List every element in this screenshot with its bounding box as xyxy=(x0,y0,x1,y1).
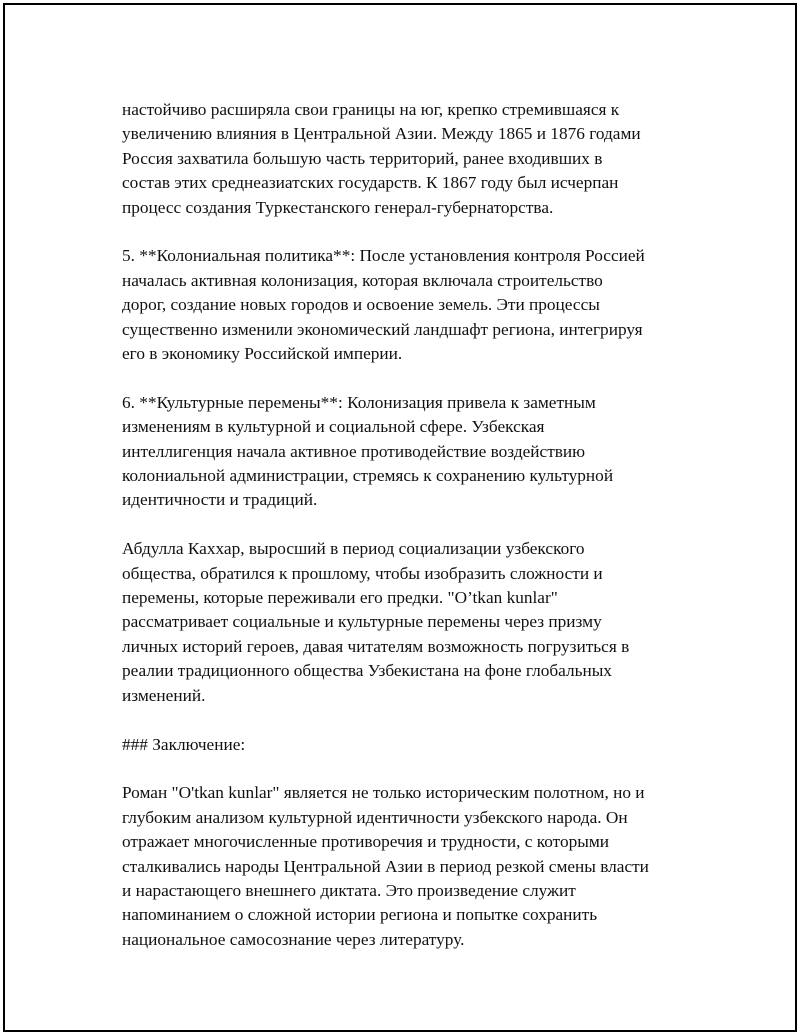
text-line: Россия захватила большую часть территорий, ранее входивших в xyxy=(122,148,603,168)
document-body xyxy=(122,98,722,977)
paragraph xyxy=(122,781,722,952)
text-line: рассматривает социальные и культурные перемены через призму xyxy=(122,612,602,632)
text-line: его в экономику Российской империи. xyxy=(122,344,403,364)
text-line: идентичности и традиций. xyxy=(122,490,318,510)
text-line: Абдулла Каххар, выросший в период социализации узбекского xyxy=(122,539,585,559)
text-line: 6. **Культурные перемены**: Колонизация привела к заметным xyxy=(122,392,596,412)
text-line: дорог, создание новых городов и освоение земель. Эти процессы xyxy=(122,295,600,315)
text-line: перемены, которые переживали его предки. "O’tkan kunlar" xyxy=(122,588,558,608)
text-line: и нарастающего внешнего диктата. Это произведение служит xyxy=(122,880,576,900)
paragraph xyxy=(122,733,722,757)
text-line: отражает многочисленные противоречия и трудности, с которыми xyxy=(122,832,610,852)
text-line: реалии традиционного общества Узбекистана на фоне глобальных xyxy=(122,661,612,681)
text-line: глубоким анализом культурной идентичности узбекского народа. Он xyxy=(122,807,628,827)
text-line: ### Заключение: xyxy=(122,734,246,754)
text-line: колониальной администрации, стремясь к сохранению культурной xyxy=(122,466,614,486)
page-frame xyxy=(3,3,797,1032)
text-line: 5. **Колониальная политика**: После установления контроля Россией xyxy=(122,246,645,266)
text-line: сталкивались народы Центральной Азии в период резкой смены власти xyxy=(122,856,649,876)
text-line: увеличению влияния в Центральной Азии. Между 1865 и 1876 годами xyxy=(122,124,641,144)
text-line: Роман "O'tkan kunlar" является не только историческим полотном, но и xyxy=(122,783,645,803)
text-line: состав этих среднеазиатских государств. К 1867 году был исчерпан xyxy=(122,173,619,193)
text-line: национальное самосознание через литературу. xyxy=(122,929,465,949)
text-line: изменений. xyxy=(122,685,206,705)
text-line: настойчиво расширяла свои границы на юг, крепко стремившаяся к xyxy=(122,100,620,119)
text-line: изменениям в культурной и социальной сфере. Узбекская xyxy=(122,417,545,437)
text-line: процесс создания Туркестанского генерал-губернаторства. xyxy=(122,197,554,217)
text-line: общества, обратился к прошлому, чтобы изобразить сложности и xyxy=(122,563,603,583)
text-line: существенно изменили экономический ландшафт региона, интегрируя xyxy=(122,319,643,339)
paragraph xyxy=(122,391,722,513)
text-line: напоминанием о сложной истории региона и попытке сохранить xyxy=(122,905,598,925)
paragraph xyxy=(122,537,722,708)
text-line: личных историй героев, давая читателям возможность погрузиться в xyxy=(122,636,630,656)
paragraph xyxy=(122,244,722,366)
text-line: началась активная колонизация, которая включала строительство xyxy=(122,270,603,290)
paragraph xyxy=(122,98,722,220)
text-line: интеллигенция начала активное противодействие воздействию xyxy=(122,441,586,461)
